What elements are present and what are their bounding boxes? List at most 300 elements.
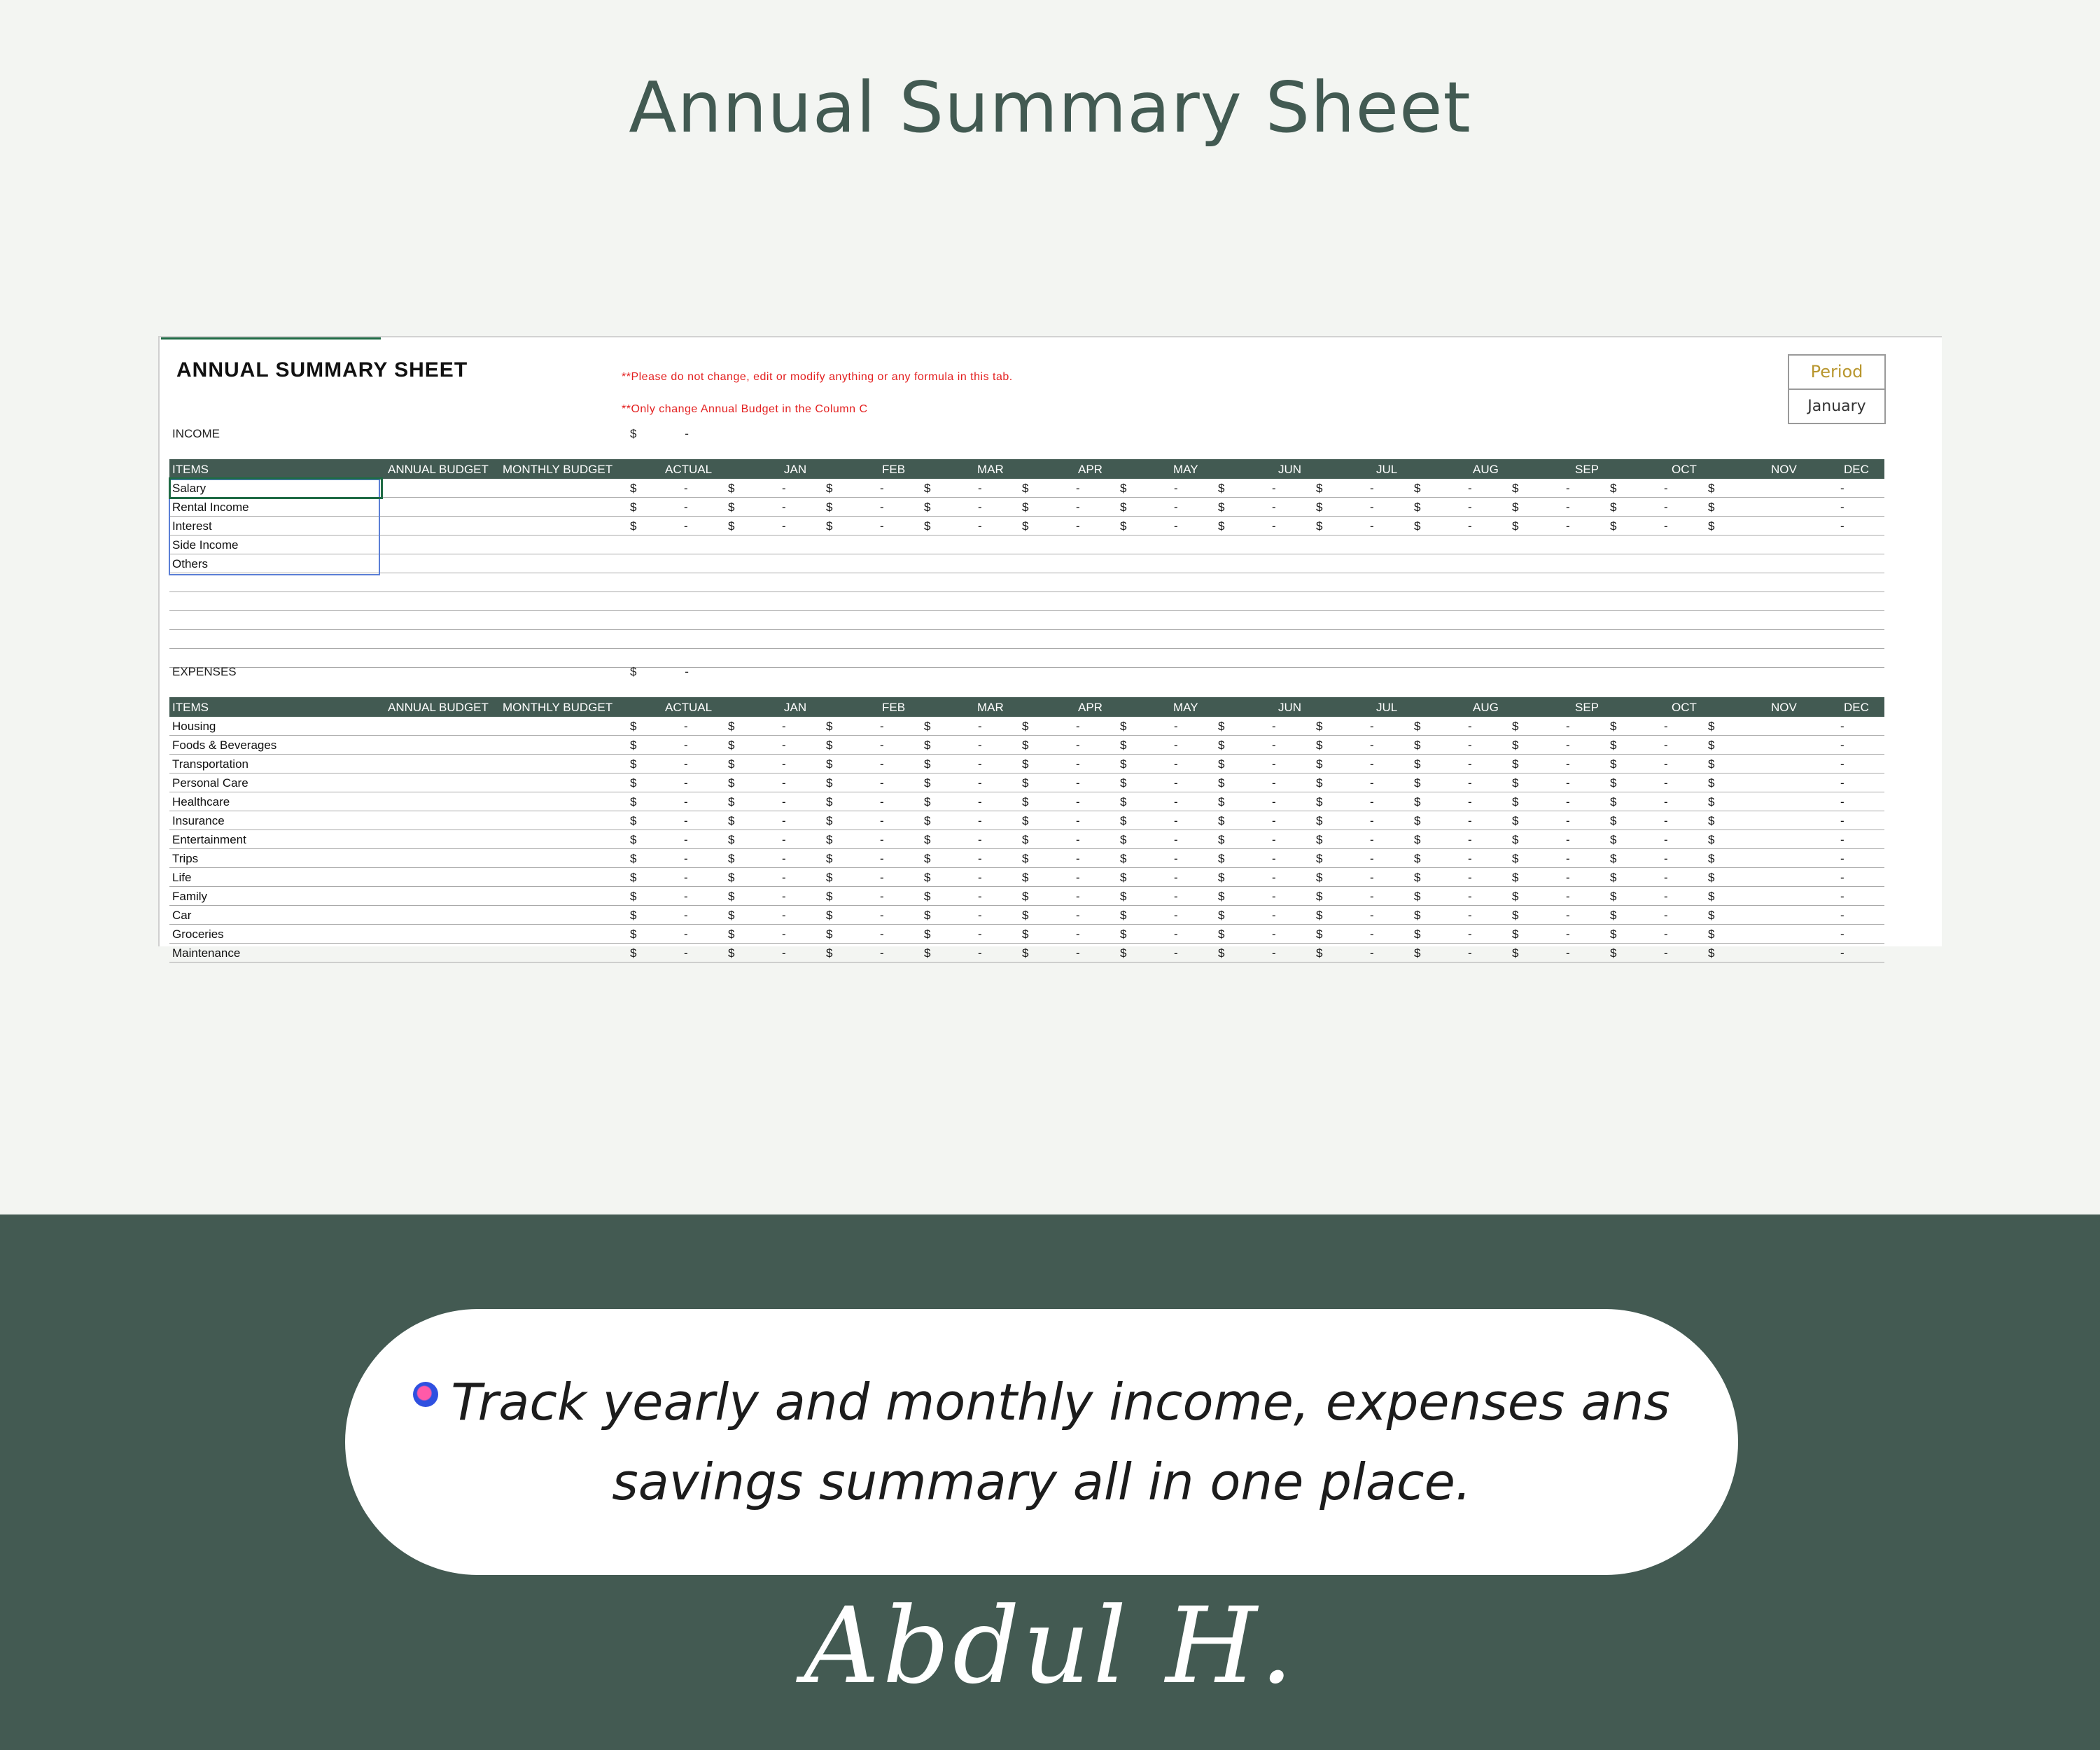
expenses-row[interactable] (169, 925, 1884, 944)
cell-value[interactable]: - (880, 946, 884, 960)
cell-value[interactable]: - (1664, 519, 1668, 533)
currency-symbol: $ (1512, 795, 1519, 808)
cell-value[interactable]: - (1370, 519, 1374, 533)
cell-value[interactable]: - (1076, 482, 1080, 495)
cell-value[interactable]: - (1370, 795, 1374, 808)
row-label: Insurance (172, 814, 225, 827)
currency-symbol: $ (826, 738, 833, 752)
cell-value[interactable]: - (1840, 776, 1844, 790)
currency-symbol: $ (1316, 795, 1323, 808)
cell-value[interactable]: - (1840, 871, 1844, 884)
cell-value[interactable]: - (1468, 909, 1472, 922)
cell-value[interactable]: - (1566, 720, 1570, 733)
cell-value[interactable]: - (1468, 757, 1472, 771)
cell-value[interactable]: - (1840, 909, 1844, 922)
cell-value[interactable]: - (1272, 482, 1276, 495)
empty-row[interactable] (169, 649, 1884, 668)
cell-value[interactable]: - (1664, 871, 1668, 884)
cell-value[interactable]: - (782, 757, 786, 771)
cell-value[interactable]: - (684, 871, 688, 884)
cell-value[interactable]: - (978, 720, 982, 733)
cell-value[interactable]: - (1468, 776, 1472, 790)
cell-value[interactable]: - (1566, 852, 1570, 865)
cell-value[interactable]: - (1174, 833, 1178, 846)
income-row[interactable] (169, 479, 1884, 498)
cell-value[interactable]: - (1664, 927, 1668, 941)
cell-value[interactable]: - (1840, 738, 1844, 752)
cell-value[interactable]: - (880, 738, 884, 752)
cell-value[interactable]: - (1174, 795, 1178, 808)
currency-symbol: $ (924, 871, 931, 884)
cell-value[interactable]: - (1174, 500, 1178, 514)
cell-value[interactable]: - (782, 519, 786, 533)
cell-value[interactable]: - (1468, 814, 1472, 827)
row-label: Interest (172, 519, 212, 533)
cell-value[interactable]: - (1272, 852, 1276, 865)
period-value[interactable]: January (1807, 398, 1866, 415)
cell-value[interactable]: - (684, 833, 688, 846)
currency-symbol: $ (1610, 927, 1617, 941)
column-header-annual-budget: ANNUAL BUDGET (388, 701, 489, 714)
currency-symbol: $ (1120, 946, 1127, 960)
currency-symbol: $ (1414, 871, 1421, 884)
cell-value[interactable]: - (1272, 946, 1276, 960)
cell-value[interactable]: - (684, 720, 688, 733)
cell-value[interactable]: - (1174, 720, 1178, 733)
cell-value[interactable]: - (1272, 871, 1276, 884)
cell-value[interactable]: - (1272, 814, 1276, 827)
period-box[interactable] (1788, 354, 1886, 424)
cell-value[interactable]: - (880, 720, 884, 733)
cell-value[interactable]: - (1664, 833, 1668, 846)
currency-symbol: $ (1512, 776, 1519, 790)
cell-value[interactable]: - (1664, 757, 1668, 771)
cell-value[interactable]: - (978, 890, 982, 903)
cell-value[interactable]: - (1272, 738, 1276, 752)
currency-symbol: $ (826, 519, 833, 533)
cell-value[interactable]: - (1370, 909, 1374, 922)
cell-value[interactable]: - (1272, 927, 1276, 941)
cell-value[interactable]: - (1174, 757, 1178, 771)
cell-value[interactable]: - (1076, 852, 1080, 865)
cell-value[interactable]: - (880, 871, 884, 884)
currency-symbol: $ (630, 946, 637, 960)
expenses-row[interactable] (169, 887, 1884, 906)
cell-value[interactable]: - (1076, 720, 1080, 733)
cell-value[interactable]: - (782, 720, 786, 733)
currency-symbol: $ (924, 776, 931, 790)
cell-value[interactable]: - (1174, 814, 1178, 827)
currency-symbol: $ (1610, 833, 1617, 846)
cell-value[interactable]: - (1468, 833, 1472, 846)
cell-value[interactable]: - (1370, 833, 1374, 846)
cell-value[interactable]: - (684, 795, 688, 808)
cell-value[interactable]: - (782, 890, 786, 903)
empty-row[interactable] (169, 592, 1884, 611)
income-row[interactable] (169, 498, 1884, 517)
cell-value[interactable]: - (1076, 833, 1080, 846)
cell-value[interactable]: - (978, 814, 982, 827)
cell-value[interactable]: - (1370, 720, 1374, 733)
currency-symbol: $ (826, 482, 833, 495)
expenses-row[interactable] (169, 717, 1884, 736)
cell-value[interactable]: - (1664, 890, 1668, 903)
cell-value[interactable]: - (1566, 946, 1570, 960)
cell-value[interactable]: - (978, 871, 982, 884)
cell-value[interactable]: - (1370, 500, 1374, 514)
cell-value[interactable]: - (684, 757, 688, 771)
cell-value[interactable]: - (684, 946, 688, 960)
cell-value[interactable]: - (782, 814, 786, 827)
cell-value[interactable]: - (684, 852, 688, 865)
currency-symbol: $ (1022, 871, 1029, 884)
cell-value[interactable]: - (1370, 776, 1374, 790)
expenses-row[interactable] (169, 906, 1884, 925)
cell-value[interactable]: - (782, 482, 786, 495)
cell-value[interactable]: - (1174, 738, 1178, 752)
cell-value[interactable]: - (1840, 795, 1844, 808)
row-label: Side Income (172, 538, 239, 552)
cell-value[interactable]: - (1272, 720, 1276, 733)
cell-value[interactable]: - (782, 500, 786, 514)
currency-symbol: $ (924, 909, 931, 922)
currency-symbol: $ (1708, 890, 1715, 903)
cell-value[interactable]: - (1664, 776, 1668, 790)
cell-value[interactable]: - (1468, 946, 1472, 960)
cell-value[interactable]: - (1370, 871, 1374, 884)
row-label: Healthcare (172, 795, 230, 808)
warning-note-2: **Only change Annual Budget in the Column C (622, 403, 868, 415)
cell-value[interactable]: - (1468, 738, 1472, 752)
income-row[interactable] (169, 517, 1884, 536)
column-header-feb: FEB (882, 463, 906, 476)
cell-value[interactable]: - (880, 927, 884, 941)
cell-value[interactable]: - (1272, 500, 1276, 514)
cell-value[interactable]: - (1664, 738, 1668, 752)
cell-value[interactable]: - (1174, 909, 1178, 922)
cell-value[interactable]: - (1174, 776, 1178, 790)
currency-symbol: $ (1316, 890, 1323, 903)
cell-value[interactable]: - (1076, 500, 1080, 514)
cell-value[interactable]: - (1566, 814, 1570, 827)
cell-value[interactable]: - (1076, 738, 1080, 752)
cell-value[interactable]: - (1468, 500, 1472, 514)
cell-value[interactable]: - (1566, 795, 1570, 808)
empty-row[interactable] (169, 573, 1884, 592)
cell-value[interactable]: - (782, 738, 786, 752)
currency-symbol: $ (1316, 720, 1323, 733)
cell-value[interactable]: - (1468, 890, 1472, 903)
expenses-row[interactable] (169, 944, 1884, 962)
expenses-row[interactable] (169, 811, 1884, 830)
cell-value[interactable]: - (684, 738, 688, 752)
cell-value[interactable]: - (1272, 909, 1276, 922)
cell-value[interactable]: - (1566, 500, 1570, 514)
cell-value[interactable]: - (1664, 946, 1668, 960)
expenses-row[interactable] (169, 849, 1884, 868)
currency-symbol: $ (630, 757, 637, 771)
cell-value[interactable]: - (1566, 738, 1570, 752)
income-header-row (169, 459, 1884, 479)
cell-value[interactable]: - (1664, 852, 1668, 865)
column-header-jul: JUL (1376, 701, 1398, 714)
cell-value[interactable]: - (782, 909, 786, 922)
cell-value[interactable]: - (1840, 833, 1844, 846)
currency-symbol: $ (924, 720, 931, 733)
cell-value[interactable]: - (782, 871, 786, 884)
cell-value[interactable]: - (782, 833, 786, 846)
cell-value[interactable]: - (1076, 946, 1080, 960)
cell-value[interactable]: - (1076, 519, 1080, 533)
cell-value[interactable]: - (1566, 871, 1570, 884)
cell-value[interactable]: - (1076, 814, 1080, 827)
cell-value[interactable]: - (880, 795, 884, 808)
cell-value[interactable]: - (978, 833, 982, 846)
currency-symbol: $ (1414, 500, 1421, 514)
cell-value[interactable]: - (880, 500, 884, 514)
cell-value[interactable]: - (782, 946, 786, 960)
cell-value[interactable]: - (1370, 814, 1374, 827)
cell-value[interactable]: - (1174, 927, 1178, 941)
income-total (630, 427, 689, 441)
cell-value[interactable]: - (1566, 909, 1570, 922)
cell-value[interactable]: - (978, 776, 982, 790)
cell-value[interactable]: - (1370, 946, 1374, 960)
cell-value[interactable]: - (1566, 482, 1570, 495)
cell-value[interactable]: - (1566, 927, 1570, 941)
currency-symbol: $ (1120, 909, 1127, 922)
cell-value[interactable]: - (1664, 909, 1668, 922)
income-row[interactable] (169, 536, 1884, 554)
row-label: Maintenance (172, 946, 241, 960)
currency-symbol: $ (630, 927, 637, 941)
currency-symbol: $ (1610, 871, 1617, 884)
currency-symbol: $ (1316, 909, 1323, 922)
cell-value[interactable]: - (1664, 482, 1668, 495)
cell-value[interactable]: - (978, 852, 982, 865)
currency-symbol: $ (1610, 720, 1617, 733)
currency-symbol: $ (924, 519, 931, 533)
cell-value[interactable]: - (880, 909, 884, 922)
cell-value[interactable]: - (880, 890, 884, 903)
cell-value[interactable]: - (1840, 927, 1844, 941)
cell-value[interactable]: - (978, 500, 982, 514)
currency-symbol: $ (728, 927, 735, 941)
expenses-header-row (169, 697, 1884, 717)
cell-value[interactable]: - (782, 776, 786, 790)
currency-symbol: $ (1512, 519, 1519, 533)
currency-symbol: $ (1316, 482, 1323, 495)
currency-symbol: $ (1218, 795, 1225, 808)
cell-value[interactable]: - (1664, 720, 1668, 733)
cell-value[interactable]: - (684, 814, 688, 827)
cell-value[interactable]: - (1076, 795, 1080, 808)
expenses-row[interactable] (169, 792, 1884, 811)
cell-value[interactable]: - (1664, 500, 1668, 514)
cell-value[interactable]: - (978, 946, 982, 960)
cell-value[interactable]: - (880, 519, 884, 533)
currency-symbol: $ (1316, 946, 1323, 960)
currency-symbol: $ (1218, 852, 1225, 865)
cell-value[interactable]: - (1370, 738, 1374, 752)
spreadsheet-view[interactable] (158, 336, 1942, 960)
cell-value[interactable]: - (880, 776, 884, 790)
cell-value[interactable]: - (1840, 757, 1844, 771)
currency-symbol: $ (1708, 833, 1715, 846)
cell-value[interactable]: - (1468, 927, 1472, 941)
cell-value[interactable]: - (1272, 795, 1276, 808)
currency-symbol: $ (1414, 946, 1421, 960)
currency-symbol: $ (630, 482, 637, 495)
cell-value[interactable]: - (684, 909, 688, 922)
currency-symbol: $ (1414, 852, 1421, 865)
currency-symbol: $ (924, 833, 931, 846)
cell-value[interactable]: - (1566, 757, 1570, 771)
cell-value[interactable]: - (684, 776, 688, 790)
currency-symbol: $ (924, 482, 931, 495)
cell-value[interactable]: - (1076, 927, 1080, 941)
cell-value[interactable]: - (1840, 482, 1844, 495)
cell-value[interactable]: - (1566, 519, 1570, 533)
cell-value[interactable]: - (1840, 852, 1844, 865)
currency-symbol: $ (1120, 927, 1127, 941)
empty-row[interactable] (169, 611, 1884, 630)
currency-symbol: $ (1022, 795, 1029, 808)
currency-symbol: $ (826, 720, 833, 733)
cell-value[interactable]: - (684, 890, 688, 903)
cell-value[interactable]: - (782, 795, 786, 808)
cell-value[interactable]: - (880, 757, 884, 771)
cell-value[interactable]: - (880, 852, 884, 865)
cell-value[interactable]: - (1076, 909, 1080, 922)
currency-symbol: $ (1414, 795, 1421, 808)
cell-value[interactable]: - (684, 500, 688, 514)
cell-value[interactable]: - (1468, 482, 1472, 495)
expenses-row[interactable] (169, 755, 1884, 774)
empty-row[interactable] (169, 630, 1884, 649)
cell-value[interactable]: - (1468, 795, 1472, 808)
cell-value[interactable]: - (1840, 720, 1844, 733)
cell-value[interactable]: - (1840, 814, 1844, 827)
cell-value[interactable]: - (1076, 890, 1080, 903)
cell-value[interactable]: - (1272, 776, 1276, 790)
cell-value[interactable]: - (684, 927, 688, 941)
column-header-apr: APR (1078, 701, 1102, 714)
cell-value[interactable]: - (782, 852, 786, 865)
cell-value[interactable]: - (1174, 890, 1178, 903)
cell-value[interactable]: - (1076, 757, 1080, 771)
currency-symbol: $ (1316, 738, 1323, 752)
currency-symbol: $ (1218, 814, 1225, 827)
cell-value[interactable]: - (1174, 946, 1178, 960)
column-header-jan: JAN (784, 701, 807, 714)
cell-value[interactable]: - (1174, 482, 1178, 495)
cell-value[interactable]: - (1174, 519, 1178, 533)
row-label: Life (172, 871, 192, 884)
cell-value[interactable]: - (880, 482, 884, 495)
expenses-row[interactable] (169, 868, 1884, 887)
row-label: Personal Care (172, 776, 248, 790)
cell-value[interactable]: - (978, 482, 982, 495)
cell-value[interactable]: - (1840, 500, 1844, 514)
currency-symbol: $ (728, 795, 735, 808)
cell-value[interactable]: - (978, 927, 982, 941)
column-header-feb: FEB (882, 701, 906, 714)
cell-value[interactable]: - (1664, 814, 1668, 827)
currency-symbol: $ (924, 500, 931, 514)
cell-value[interactable]: - (1840, 519, 1844, 533)
currency-symbol: $ (826, 946, 833, 960)
cell-value[interactable]: - (1370, 757, 1374, 771)
cell-value[interactable]: - (1370, 852, 1374, 865)
cell-value[interactable]: - (978, 909, 982, 922)
currency-symbol: $ (1218, 500, 1225, 514)
cell-value[interactable]: - (1468, 720, 1472, 733)
currency-symbol: $ (1512, 482, 1519, 495)
cell-value[interactable]: - (1272, 519, 1276, 533)
cell-value[interactable]: - (1566, 890, 1570, 903)
cell-value[interactable]: - (1840, 890, 1844, 903)
cell-value[interactable]: - (1840, 946, 1844, 960)
cell-value[interactable]: - (978, 738, 982, 752)
cell-value[interactable]: - (1664, 795, 1668, 808)
currency-symbol: $ (630, 833, 637, 846)
currency-symbol: $ (924, 852, 931, 865)
cell-value[interactable]: - (1272, 833, 1276, 846)
cell-value[interactable]: - (1272, 757, 1276, 771)
expenses-row[interactable] (169, 830, 1884, 849)
currency-symbol: $ (826, 890, 833, 903)
cell-value[interactable]: - (1468, 871, 1472, 884)
cell-value[interactable]: - (1370, 927, 1374, 941)
column-header-monthly-budget: MONTHLY BUDGET (503, 701, 613, 714)
currency-symbol: $ (924, 757, 931, 771)
column-header-apr: APR (1078, 463, 1102, 476)
expenses-row[interactable] (169, 736, 1884, 755)
cell-value[interactable]: - (1272, 890, 1276, 903)
cell-value[interactable]: - (1076, 776, 1080, 790)
cell-value[interactable]: - (978, 519, 982, 533)
cell-value[interactable]: - (978, 757, 982, 771)
cell-value[interactable]: - (1370, 482, 1374, 495)
cell-value[interactable]: - (1566, 776, 1570, 790)
currency-symbol: $ (728, 738, 735, 752)
cell-value[interactable]: - (1566, 833, 1570, 846)
currency-symbol: $ (1022, 738, 1029, 752)
active-cell[interactable] (169, 477, 383, 499)
income-row[interactable] (169, 554, 1884, 573)
cell-value[interactable]: - (684, 482, 688, 495)
cell-value[interactable]: - (1468, 519, 1472, 533)
sheet-title: ANNUAL SUMMARY SHEET (176, 358, 468, 382)
currency-symbol: $ (1120, 500, 1127, 514)
cell-value[interactable]: - (1174, 871, 1178, 884)
expenses-row[interactable] (169, 774, 1884, 792)
cell-value[interactable]: - (782, 927, 786, 941)
currency-symbol: $ (1218, 720, 1225, 733)
cell-value[interactable]: - (880, 814, 884, 827)
cell-value[interactable]: - (684, 519, 688, 533)
cell-value[interactable]: - (1076, 871, 1080, 884)
cell-value[interactable]: - (978, 795, 982, 808)
cell-value[interactable]: - (1468, 852, 1472, 865)
cell-value[interactable]: - (880, 833, 884, 846)
cell-value[interactable]: - (1174, 852, 1178, 865)
expenses-label: EXPENSES (172, 665, 237, 678)
cell-value[interactable]: - (1370, 890, 1374, 903)
currency-symbol: $ (728, 909, 735, 922)
currency-symbol: $ (1022, 720, 1029, 733)
